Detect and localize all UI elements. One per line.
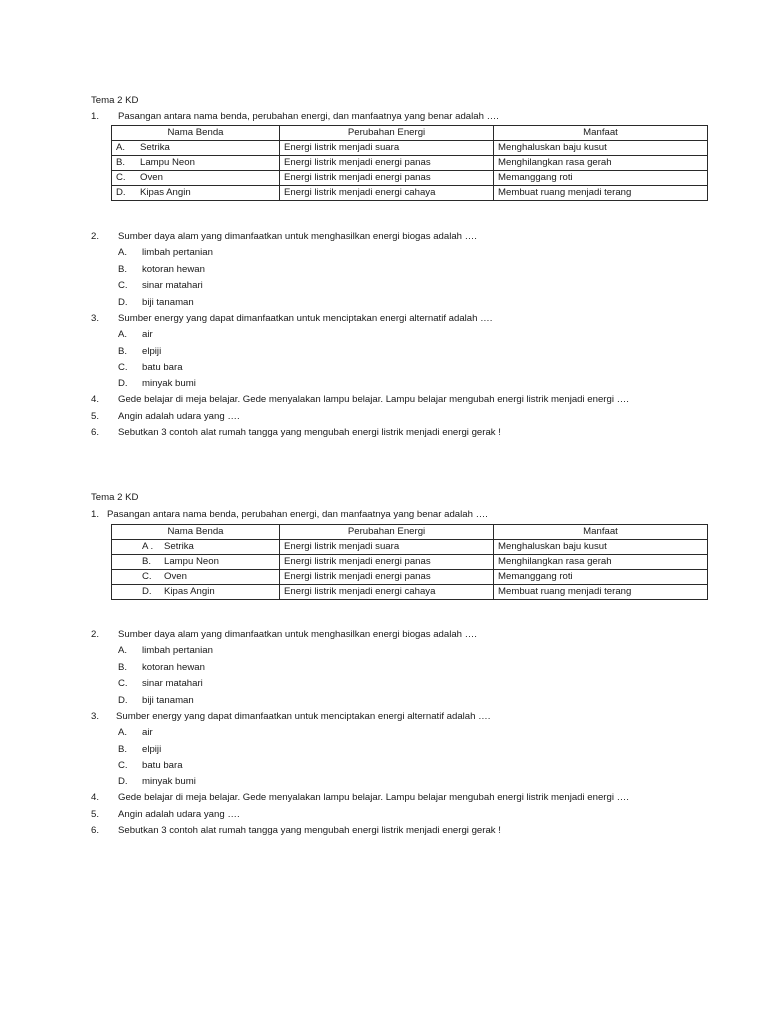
question-number: 4. xyxy=(91,792,100,803)
option-text: sinar matahari xyxy=(142,678,203,689)
cell-change: Energi listrik menjadi suara xyxy=(280,141,494,156)
option-text: biji tanaman xyxy=(142,297,194,308)
option-text: minyak bumi xyxy=(142,776,196,787)
column-header-change: Perubahan Energi xyxy=(280,525,494,540)
option-letter: B. xyxy=(118,744,128,755)
option-letter: D. xyxy=(118,776,128,787)
question-number: 5. xyxy=(91,411,100,422)
option-text: elpiji xyxy=(142,744,162,755)
cell-change: Energi listrik menjadi energi cahaya xyxy=(280,186,494,201)
question-text: Gede belajar di meja belajar. Gede menyalakan lampu belajar. Lampu belajar mengubah energi listrik menjadi energi …. xyxy=(118,792,629,803)
row-name: Oven xyxy=(140,172,163,184)
option-letter: C. xyxy=(118,678,128,689)
cell-name xyxy=(112,585,280,600)
cell-change: Energi listrik menjadi energi panas xyxy=(280,171,494,186)
option-letter: C. xyxy=(118,760,128,771)
cell-benefit: Memanggang roti xyxy=(494,570,708,585)
cell-change: Energi listrik menjadi suara xyxy=(280,540,494,555)
question-number: 3. xyxy=(91,711,100,722)
column-header-change: Perubahan Energi xyxy=(280,126,494,141)
cell-name xyxy=(112,186,280,201)
table-row xyxy=(112,141,708,156)
question-text: Pasangan antara nama benda, perubahan energi, dan manfaatnya yang benar adalah …. xyxy=(107,509,488,520)
option-text: air xyxy=(142,727,153,738)
option-text: minyak bumi xyxy=(142,378,196,389)
question-text: Sumber daya alam yang dimanfaatkan untuk menghasilkan energi biogas adalah …. xyxy=(118,629,477,640)
option-text: kotoran hewan xyxy=(142,264,205,275)
table-row xyxy=(112,555,708,570)
column-header-benefit: Manfaat xyxy=(494,525,708,540)
row-letter: D. xyxy=(142,586,152,598)
option-letter: C. xyxy=(118,362,128,373)
option-text: limbah pertanian xyxy=(142,645,213,656)
cell-name xyxy=(112,156,280,171)
section-title: Tema 2 KD xyxy=(91,95,139,106)
cell-name xyxy=(112,141,280,156)
question-text: Sumber daya alam yang dimanfaatkan untuk menghasilkan energi biogas adalah …. xyxy=(118,231,477,242)
row-letter: C. xyxy=(142,571,152,583)
option-letter: A. xyxy=(118,329,128,340)
option-text: limbah pertanian xyxy=(142,247,213,258)
cell-benefit: Memanggang roti xyxy=(494,171,708,186)
option-text: batu bara xyxy=(142,362,183,373)
section-title: Tema 2 KD xyxy=(91,492,139,503)
option-text: elpiji xyxy=(142,346,162,357)
option-letter: D. xyxy=(118,695,128,706)
cell-name xyxy=(112,540,280,555)
column-header-name: Nama Benda xyxy=(112,525,280,540)
question-number: 2. xyxy=(91,629,100,640)
question-text: Pasangan antara nama benda, perubahan energi, dan manfaatnya yang benar adalah …. xyxy=(118,111,499,122)
question-number: 2. xyxy=(91,231,100,242)
cell-benefit: Menghilangkan rasa gerah xyxy=(494,555,708,570)
option-letter: B. xyxy=(118,346,128,357)
row-letter: D. xyxy=(116,187,126,199)
option-text: batu bara xyxy=(142,760,183,771)
option-text: biji tanaman xyxy=(142,695,194,706)
question-text: Sebutkan 3 contoh alat rumah tangga yang mengubah energi listrik menjadi energi gerak ! xyxy=(118,427,501,438)
question-number: 6. xyxy=(91,825,100,836)
table-header-row xyxy=(112,525,708,540)
column-header-name: Nama Benda xyxy=(112,126,280,141)
option-letter: D. xyxy=(118,378,128,389)
row-name: Lampu Neon xyxy=(164,556,219,568)
row-name: Oven xyxy=(164,571,187,583)
cell-change: Energi listrik menjadi energi cahaya xyxy=(280,585,494,600)
table-row xyxy=(112,186,708,201)
cell-name xyxy=(112,555,280,570)
row-letter: A . xyxy=(142,541,154,553)
answer-table xyxy=(111,524,708,600)
option-letter: A. xyxy=(118,727,128,738)
cell-change: Energi listrik menjadi energi panas xyxy=(280,156,494,171)
option-text: air xyxy=(142,329,153,340)
question-number: 1. xyxy=(91,111,100,122)
cell-name xyxy=(112,570,280,585)
option-letter: D. xyxy=(118,297,128,308)
cell-benefit: Membuat ruang menjadi terang xyxy=(494,585,708,600)
cell-benefit: Menghaluskan baju kusut xyxy=(494,141,708,156)
cell-benefit: Membuat ruang menjadi terang xyxy=(494,186,708,201)
option-letter: A. xyxy=(118,247,128,258)
row-letter: B. xyxy=(142,556,152,568)
question-number: 3. xyxy=(91,313,100,324)
option-letter: C. xyxy=(118,280,128,291)
column-header-benefit: Manfaat xyxy=(494,126,708,141)
option-letter: B. xyxy=(118,662,128,673)
option-text: sinar matahari xyxy=(142,280,203,291)
row-letter: C. xyxy=(116,172,126,184)
cell-change: Energi listrik menjadi energi panas xyxy=(280,570,494,585)
table-row xyxy=(112,570,708,585)
question-number: 1. xyxy=(91,509,100,520)
table-row xyxy=(112,171,708,186)
question-number: 6. xyxy=(91,427,100,438)
question-text: Angin adalah udara yang …. xyxy=(118,411,240,422)
question-number: 4. xyxy=(91,394,100,405)
table-row xyxy=(112,540,708,555)
cell-change: Energi listrik menjadi energi panas xyxy=(280,555,494,570)
table-header-row xyxy=(112,126,708,141)
row-letter: B. xyxy=(116,157,126,169)
question-text: Gede belajar di meja belajar. Gede menyalakan lampu belajar. Lampu belajar mengubah energi listrik menjadi energi …. xyxy=(118,394,629,405)
row-name: Setrika xyxy=(140,142,170,154)
table-row xyxy=(112,156,708,171)
cell-benefit: Menghaluskan baju kusut xyxy=(494,540,708,555)
answer-table xyxy=(111,125,708,201)
row-name: Kipas Angin xyxy=(140,187,191,199)
question-number: 5. xyxy=(91,809,100,820)
row-name: Lampu Neon xyxy=(140,157,195,169)
cell-benefit: Menghilangkan rasa gerah xyxy=(494,156,708,171)
option-text: kotoran hewan xyxy=(142,662,205,673)
question-text: Sumber energy yang dapat dimanfaatkan untuk menciptakan energi alternatif adalah …. xyxy=(118,313,493,324)
question-text: Sumber energy yang dapat dimanfaatkan untuk menciptakan energi alternatif adalah …. xyxy=(116,711,491,722)
row-name: Kipas Angin xyxy=(164,586,215,598)
row-letter: A. xyxy=(116,142,126,154)
table-row xyxy=(112,585,708,600)
question-text: Angin adalah udara yang …. xyxy=(118,809,240,820)
option-letter: B. xyxy=(118,264,128,275)
option-letter: A. xyxy=(118,645,128,656)
row-name: Setrika xyxy=(164,541,194,553)
cell-name xyxy=(112,171,280,186)
question-text: Sebutkan 3 contoh alat rumah tangga yang mengubah energi listrik menjadi energi gerak ! xyxy=(118,825,501,836)
